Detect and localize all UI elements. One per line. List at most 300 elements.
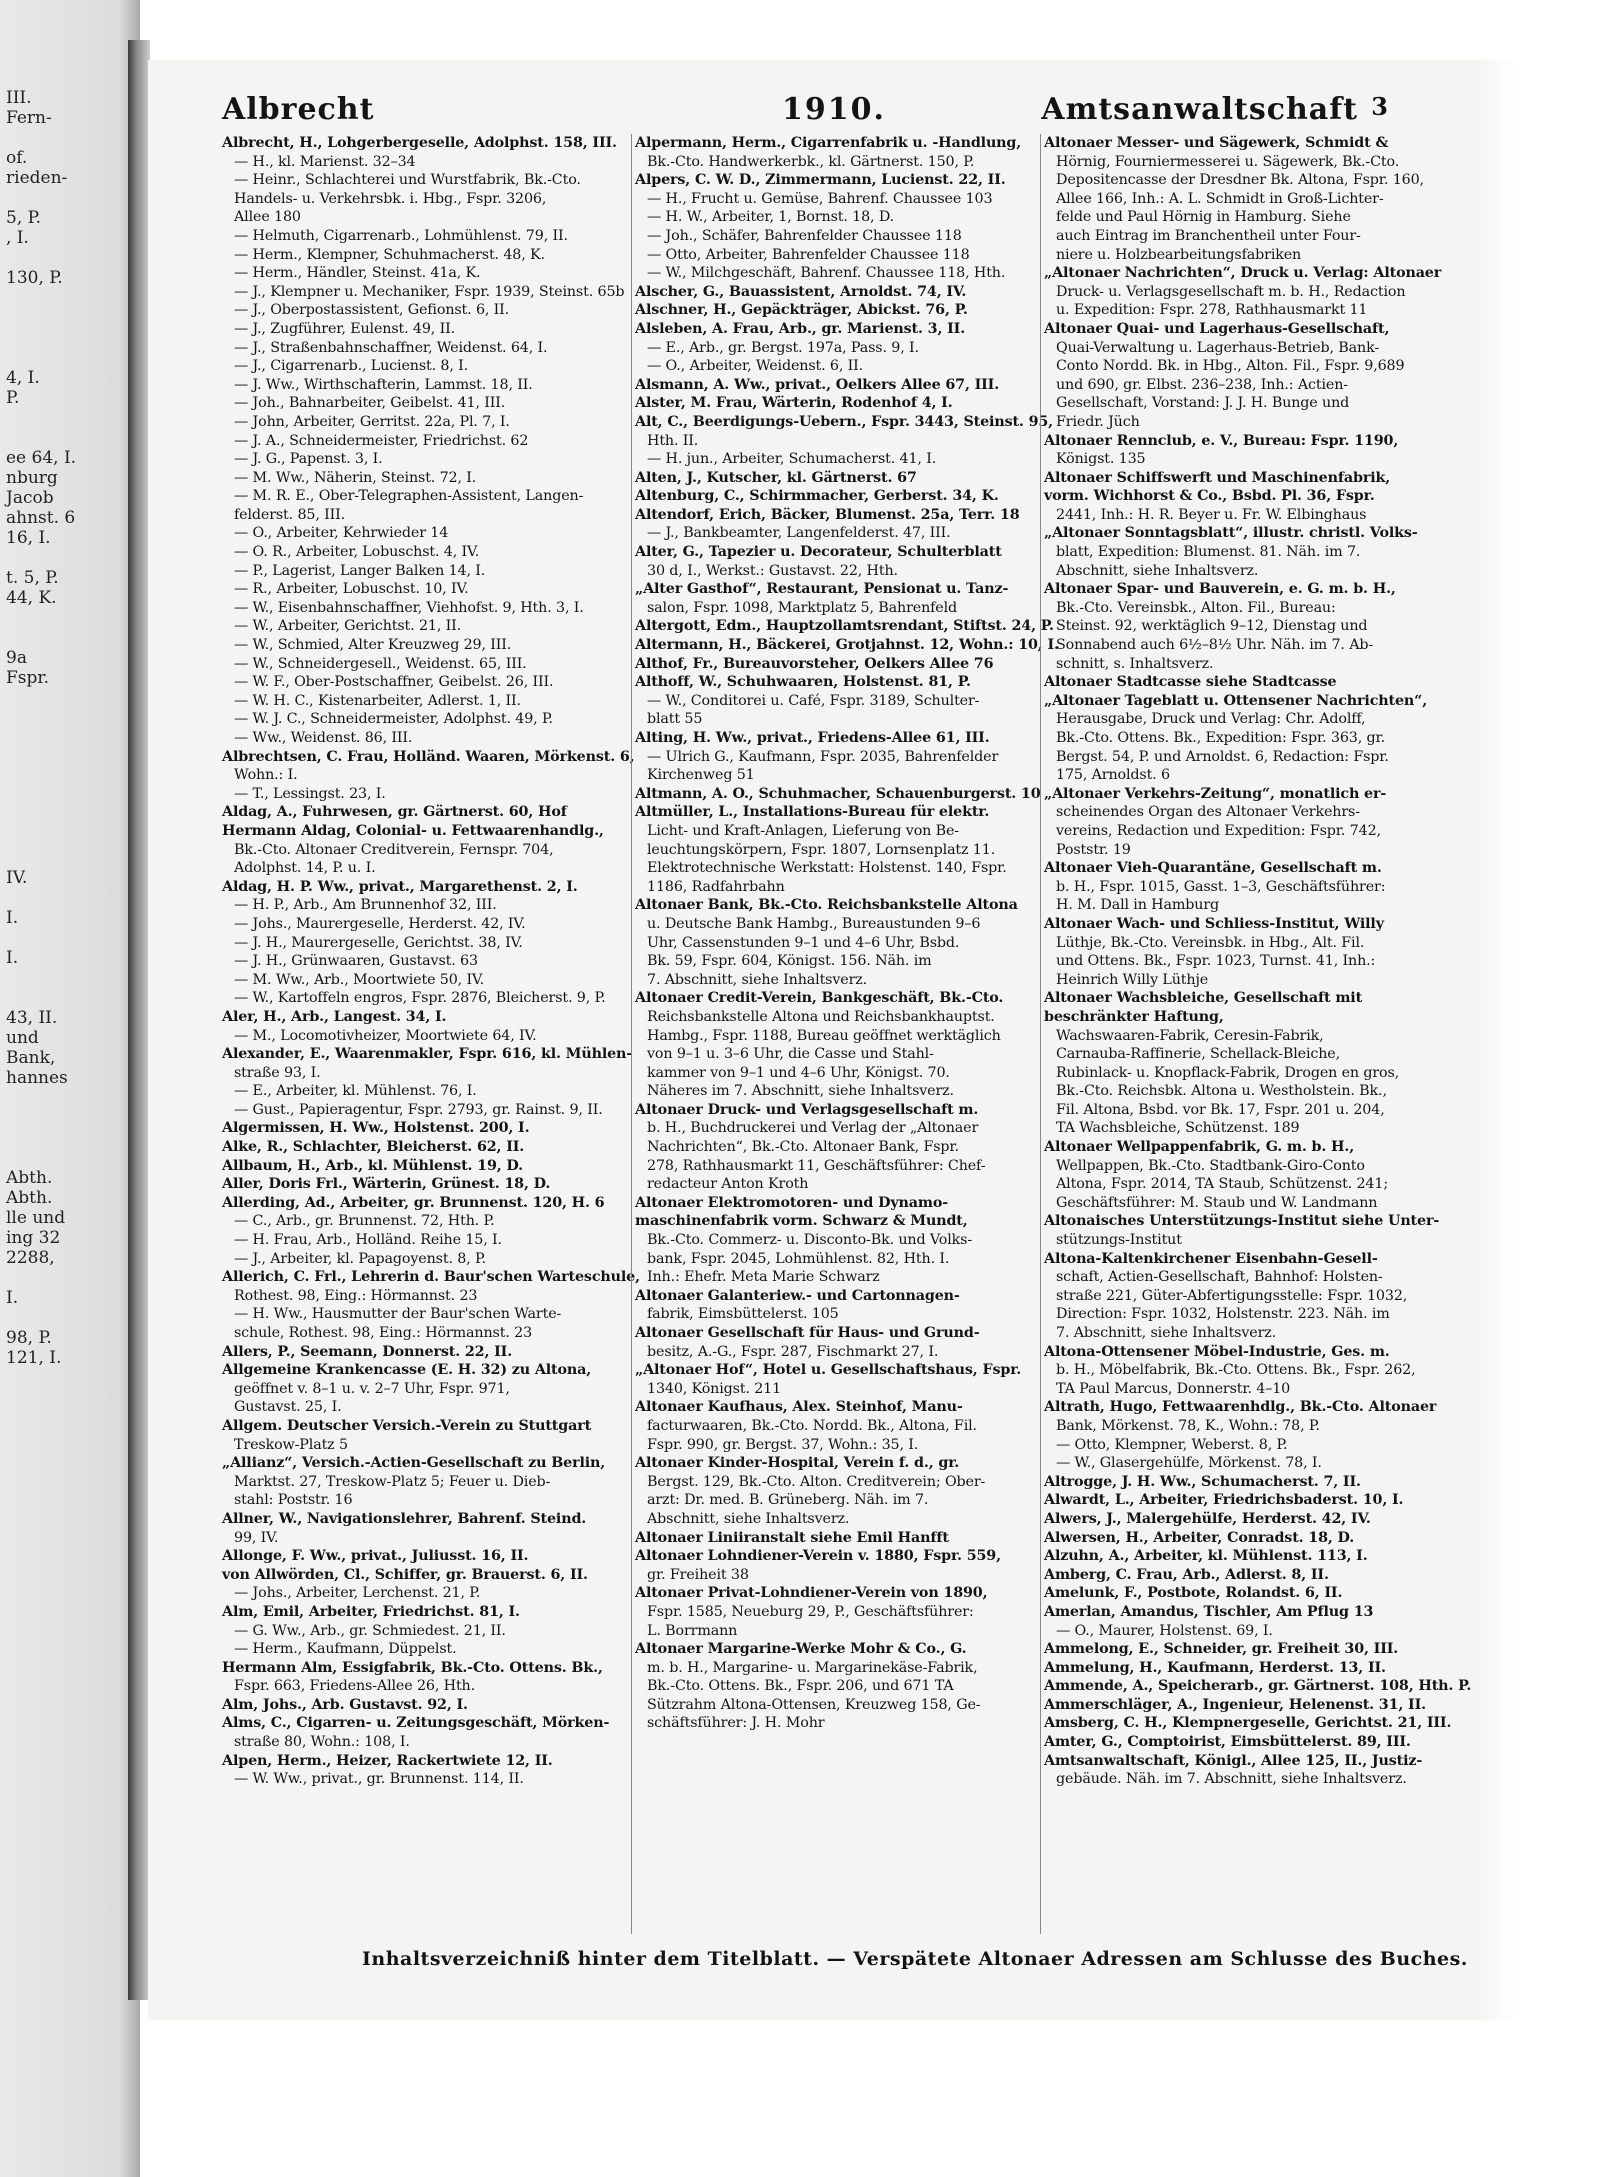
- directory-entry-line: Allee 166, Inh.: A. L. Schmidt in Groß-Lichter-: [1056, 190, 1384, 207]
- previous-page-fragment: 16, I.: [6, 528, 51, 548]
- previous-page-fragment: ing 32: [6, 1228, 61, 1248]
- directory-entry-line: Direction: Fspr. 1032, Holstenstr. 223. Näh. im: [1056, 1306, 1390, 1323]
- directory-entry-line: Bank, Mörkenst. 78, K., Wohn.: 78, P.: [1056, 1417, 1320, 1434]
- directory-entry-line: Friedr. Jüch: [1056, 413, 1140, 430]
- directory-entry-line: — Johs., Arbeiter, Lerchenst. 21, P.: [234, 1585, 481, 1602]
- previous-page-fragments: [6, 88, 128, 1588]
- directory-entry-line: Allee 180: [234, 209, 301, 226]
- directory-entry-heading: Amter, G., Comptoirist, Eimsbüttelerst. 89, III.: [1044, 1734, 1411, 1751]
- directory-entry-heading: Albrechtsen, C. Frau, Holländ. Waaren, Mörkenst. 6,: [222, 748, 635, 765]
- directory-entry-line: Inh.: Ehefr. Meta Marie Schwarz: [647, 1269, 880, 1286]
- directory-entry-heading: Alting, H. Ww., privat., Friedens-Allee 61, III.: [635, 730, 990, 746]
- directory-entry-heading: Altonaer Kinder-Hospital, Verein f. d., gr.: [635, 1455, 960, 1472]
- directory-entry-line: Nachrichten“, Bk.-Cto. Altonaer Bank, Fspr.: [647, 1139, 959, 1156]
- directory-entry-line: 7. Abschnitt, siehe Inhaltsverz.: [1056, 1325, 1277, 1341]
- directory-entry-heading: „Altonaer Hof“, Hotel u. Gesellschaftshaus, Fspr.: [635, 1362, 1022, 1379]
- directory-entry-line: facturwaaren, Bk.-Cto. Nordd. Bk., Altona, Fil.: [647, 1417, 977, 1434]
- directory-entry-heading: Alke, R., Schlachter, Bleicherst. 62, II.: [222, 1139, 525, 1156]
- directory-entry-heading: Hermann Aldag, Colonial- u. Fettwaarenhandlg.,: [222, 822, 604, 839]
- directory-entry-line: — H. P., Arb., Am Brunnenhof 32, III.: [234, 897, 497, 914]
- directory-entry-heading: vorm. Wichhorst & Co., Bsbd. Pl. 36, Fspr.: [1044, 488, 1375, 505]
- directory-entry-line: Bk. 59, Fspr. 604, Königst. 156. Näh. im: [647, 953, 932, 970]
- previous-page-fragment: [6, 748, 128, 768]
- directory-entry-line: m. b. H., Margarine- u. Margarinekäse-Fabrik,: [647, 1659, 978, 1676]
- directory-entry-line: salon, Fspr. 1098, Marktplatz 5, Bahrenfeld: [647, 599, 958, 616]
- previous-page-fragment: [6, 428, 128, 448]
- directory-entry-line: 175, Arnoldst. 6: [1056, 767, 1170, 784]
- previous-page-fragment: of.: [6, 148, 28, 168]
- directory-entry-heading: maschinenfabrik vorm. Schwarz & Mundt,: [635, 1213, 968, 1230]
- directory-entry-line: fabrik, Eimsbüttelerst. 105: [647, 1306, 839, 1323]
- directory-entry-line: 278, Rathhausmarkt 11, Geschäftsführer: Chef-: [647, 1157, 986, 1174]
- directory-entry-heading: Algermissen, H. Ww., Holstenst. 200, I.: [222, 1120, 530, 1137]
- previous-page-fragment: 130, P.: [6, 268, 63, 288]
- directory-entry-line: Bergst. 129, Bk.-Cto. Alton. Creditverein; Ober-: [647, 1473, 986, 1490]
- directory-entry-heading: Altonaer Credit-Verein, Bankgeschäft, Bk.-Cto.: [635, 990, 1004, 1007]
- previous-page-fragment: 43, II.: [6, 1008, 58, 1028]
- page-header: [222, 92, 1388, 132]
- previous-page-fragment: [6, 248, 128, 268]
- directory-entry-heading: Alten, J., Kutscher, kl. Gärtnerst. 67: [635, 469, 917, 486]
- directory-entry-heading: „Altonaer Nachrichten“, Druck u. Verlag: Altonaer: [1044, 265, 1442, 282]
- previous-page-fragment: [6, 848, 128, 868]
- directory-entry-heading: Amerlan, Amandus, Tischler, Am Pflug 13: [1044, 1603, 1374, 1620]
- directory-entry-line: Abschnitt, siehe Inhaltsverz.: [647, 1510, 850, 1527]
- directory-entry-line: Fspr. 1585, Neueburg 29, P., Geschäftsführer:: [647, 1603, 974, 1620]
- directory-entry-line: straße 93, I.: [234, 1064, 321, 1081]
- previous-page-fragment: [6, 708, 128, 728]
- previous-page-fragment: 121, I.: [6, 1348, 62, 1368]
- directory-entry-line: — J. Ww., Wirthschafterin, Lammst. 18, II.: [234, 376, 533, 393]
- directory-entry-line: Gesellschaft, Vorstand: J. J. H. Bunge und: [1056, 395, 1350, 412]
- directory-entry-heading: Ammelong, E., Schneider, gr. Freiheit 30, III.: [1044, 1641, 1399, 1658]
- directory-entry-heading: Althof, Fr., Bureauvorsteher, Oelkers Allee 76: [635, 655, 994, 672]
- directory-entry-line: Wohn.: I.: [234, 767, 298, 784]
- page-footer-note: Inhaltsverzeichniß hinter dem Titelblatt. — Verspätete Altonaer Adressen am Schlusse des Buches.: [362, 1948, 1468, 1970]
- directory-entry-line: — W. H. C., Kistenarbeiter, Adlerst. 1, II.: [234, 692, 521, 709]
- previous-page-fragment: [6, 828, 128, 848]
- directory-entry-line: — Herm., Klempner, Schuhmacherst. 48, K.: [234, 246, 545, 263]
- directory-entry-line: — Joh., Bahnarbeiter, Geibelst. 41, III.: [234, 395, 506, 412]
- directory-entry-heading: Allonge, F. Ww., privat., Juliusst. 16, II.: [222, 1548, 529, 1565]
- directory-entry-heading: Alwers, J., Malergehülfe, Herderst. 42, IV.: [1044, 1510, 1371, 1527]
- directory-entry-line: Bk.-Cto. Ottens. Bk., Fspr. 206, und 671 TA: [647, 1678, 954, 1695]
- directory-entry-line: 99, IV.: [234, 1529, 279, 1546]
- book-binding-gutter: [128, 40, 150, 2000]
- directory-entry-heading: von Allwörden, Cl., Schiffer, gr. Brauerst. 6, II.: [222, 1566, 588, 1583]
- directory-entry-heading: Altonaer Druck- und Verlagsgesellschaft m.: [635, 1101, 979, 1118]
- directory-entry-line: — E., Arbeiter, kl. Mühlenst. 76, I.: [234, 1083, 477, 1100]
- directory-entry-line: felde und Paul Hörnig in Hamburg. Siehe: [1056, 209, 1351, 226]
- directory-entry-heading: Altenburg, C., Schirmmacher, Gerberst. 34, K.: [635, 488, 999, 505]
- previous-page-fragment: 5, P.: [6, 208, 42, 228]
- directory-entry-heading: Alster, M. Frau, Wärterin, Rodenhof 4, I.: [635, 395, 953, 412]
- directory-entry-heading: Aldag, H. P. Ww., privat., Margarethenst. 2, I.: [222, 878, 578, 895]
- directory-entry-heading: „Altonaer Sonntagsblatt“, illustr. christl. Volks-: [1044, 525, 1418, 542]
- previous-page-fragment: [6, 1108, 128, 1128]
- directory-entry-line: auch Eintrag im Branchentheil unter Four-: [1056, 227, 1361, 244]
- directory-entry-line: leuchtungskörpern, Fspr. 1807, Lornsenplatz 11.: [647, 841, 996, 858]
- directory-entry-line: — Johs., Maurergeselle, Herderst. 42, IV.: [234, 915, 526, 932]
- directory-entry-heading: Altonaer Lohndiener-Verein v. 1880, Fspr. 559,: [635, 1548, 1001, 1565]
- directory-entry-line: — O., Arbeiter, Kehrwieder 14: [234, 525, 449, 542]
- directory-entry-heading: Alscher, G., Bauassistent, Arnoldst. 74, IV.: [635, 283, 967, 300]
- directory-entry-line: scheinendes Organ des Altonaer Verkehrs-: [1056, 804, 1360, 821]
- directory-entry-line: u. Deutsche Bank Hambg., Bureaustunden 9–6: [647, 915, 981, 932]
- directory-entry-line: Conto Nordd. Bk. in Hbg., Alton. Fil., Fspr. 9,689: [1056, 358, 1405, 375]
- previous-page-fragment: 44, K.: [6, 588, 57, 608]
- directory-entry-line: Adolphst. 14, P. u. I.: [234, 860, 376, 877]
- directory-entry-line: — M., Locomotivheizer, Moortwiete 64, IV.: [234, 1027, 537, 1044]
- directory-entry-line: — W., Schneidergesell., Weidenst. 65, III.: [234, 655, 527, 672]
- directory-entry-line: — W., Conditorei u. Café, Fspr. 3189, Schulter-: [647, 692, 980, 709]
- directory-entry-line: felderst. 85, III.: [234, 506, 346, 523]
- previous-page-fragment: [6, 288, 128, 308]
- directory-entry-line: — Helmuth, Cigarrenarb., Lohmühlenst. 79, II.: [234, 227, 568, 244]
- directory-entry-heading: Altonaer Galanteriew.- und Cartonnagen-: [635, 1287, 960, 1304]
- directory-entry-line: — J., Arbeiter, kl. Papagoyenst. 8, P.: [234, 1250, 486, 1267]
- directory-entry-line: — R., Arbeiter, Lobuschst. 10, IV.: [234, 581, 469, 598]
- previous-page-fragment: I.: [6, 948, 19, 968]
- directory-entry-heading: Aller, Doris Frl., Wärterin, Grünest. 18, D.: [222, 1176, 551, 1193]
- directory-entry-line: H. M. Dall in Hamburg: [1056, 897, 1220, 914]
- directory-entry-heading: Amsberg, C. H., Klempnergeselle, Gerichtst. 21, III.: [1044, 1715, 1452, 1732]
- directory-entry-line: vereins, Redaction und Expedition: Fspr. 742,: [1056, 822, 1381, 839]
- directory-entry-line: straße 80, Wohn.: 108, I.: [234, 1734, 410, 1751]
- directory-entry-line: Wellpappen, Bk.-Cto. Stadtbank-Giro-Conto: [1056, 1157, 1365, 1174]
- directory-entry-line: 1340, Königst. 211: [647, 1380, 782, 1397]
- directory-entry-line: — J., Bankbeamter, Langenfelderst. 47, III.: [647, 525, 951, 542]
- previous-page-fragment: [6, 768, 128, 788]
- directory-entry-line: Bergst. 54, P. und Arnoldst. 6, Redaction: Fspr.: [1056, 748, 1389, 765]
- directory-entry-line: — W., Glasergehülfe, Mörkenst. 78, I.: [1056, 1455, 1322, 1472]
- directory-entry-line: — W., Schmied, Alter Kreuzweg 29, III.: [234, 637, 512, 654]
- directory-entry-line: L. Borrmann: [647, 1622, 738, 1639]
- directory-entry-heading: Alm, Emil, Arbeiter, Friedrichst. 81, I.: [222, 1603, 520, 1620]
- directory-entry-line: — M. Ww., Arb., Moortwiete 50, IV.: [234, 971, 485, 988]
- directory-entry-line: Hambg., Fspr. 1188, Bureau geöffnet werktäglich: [647, 1027, 1001, 1044]
- directory-entry-heading: Alzuhn, A., Arbeiter, kl. Mühlenst. 113, I.: [1044, 1548, 1368, 1565]
- directory-entry-heading: Altonaer Kaufhaus, Alex. Steinhof, Manu-: [635, 1399, 963, 1416]
- previous-page-fragment: 4, I.: [6, 368, 40, 388]
- directory-entry-line: Rothest. 98, Eing.: Hörmannst. 23: [234, 1287, 478, 1304]
- directory-entry-line: — C., Arb., gr. Brunnenst. 72, Hth. P.: [234, 1213, 495, 1230]
- previous-page-fragment: IV.: [6, 868, 28, 888]
- directory-entry-line: blatt, Expedition: Blumenst. 81. Näh. im 7.: [1056, 544, 1361, 561]
- directory-entry-line: — E., Arb., gr. Bergst. 197a, Pass. 9, I.: [647, 339, 919, 356]
- directory-entry-line: straße 221, Güter-Abfertigungsstelle: Fspr. 1032,: [1056, 1287, 1408, 1304]
- directory-entry-line: Gustavst. 25, I.: [234, 1399, 342, 1416]
- previous-page-fragment: [6, 928, 128, 948]
- directory-entry-heading: Hermann Alm, Essigfabrik, Bk.-Cto. Ottens. Bk.,: [222, 1659, 603, 1676]
- directory-entry-line: — P., Lagerist, Langer Balken 14, I.: [234, 562, 486, 579]
- directory-entry-heading: Alsleben, A. Frau, Arb., gr. Marienst. 3, II.: [635, 320, 966, 337]
- directory-entry-heading: Alwersen, H., Arbeiter, Conradst. 18, D.: [1044, 1529, 1355, 1546]
- directory-entry-line: Hth. II.: [647, 432, 699, 449]
- directory-entry-line: — H., kl. Marienst. 32–34: [234, 153, 416, 170]
- directory-entry-line: Sonnabend auch 6½–8½ Uhr. Näh. im 7. Ab-: [1056, 637, 1374, 654]
- directory-entry-line: Licht- und Kraft-Anlagen, Lieferung von Be-: [647, 822, 959, 839]
- directory-entry-line: Quai-Verwaltung u. Lagerhaus-Betrieb, Bank-: [1056, 339, 1380, 356]
- directory-entry-heading: Ammende, A., Speicherarb., gr. Gärtnerst. 108, Hth. P.: [1044, 1678, 1472, 1695]
- previous-page-fragment: [6, 348, 128, 368]
- directory-entry-heading: Altona-Kaltenkirchener Eisenbahn-Gesell-: [1044, 1250, 1378, 1267]
- previous-page-fragment: nburg: [6, 468, 58, 488]
- previous-page-fragment: [6, 548, 128, 568]
- previous-page-fragment: ahnst. 6: [6, 508, 76, 528]
- directory-entry-line: 1186, Radfahrbahn: [647, 878, 785, 895]
- directory-entry-heading: Allerding, Ad., Arbeiter, gr. Brunnenst. 120, H. 6: [222, 1194, 605, 1211]
- previous-page-fragment: I.: [6, 1288, 19, 1308]
- directory-entry-heading: Aler, H., Arb., Langest. 34, I.: [222, 1008, 447, 1025]
- directory-entry-line: — H. W., Arbeiter, 1, Bornst. 18, D.: [647, 209, 895, 226]
- directory-entry-line: Näheres im 7. Abschnitt, siehe Inhaltsverz.: [647, 1083, 954, 1100]
- directory-entry-line: — Gust., Papieragentur, Fspr. 2793, gr. Rainst. 9, II.: [234, 1101, 603, 1118]
- header-left-keyword: Albrecht: [222, 92, 375, 127]
- previous-page-fragment: [6, 968, 128, 988]
- directory-entry-line: geöffnet v. 8–1 u. v. 2–7 Uhr, Fspr. 971,: [234, 1380, 510, 1397]
- directory-entry-line: — Herm., Kaufmann, Düppelst.: [234, 1641, 457, 1658]
- directory-entry-line: schaft, Actien-Gesellschaft, Bahnhof: Holsten-: [1056, 1269, 1383, 1286]
- directory-column-1: [222, 134, 640, 1934]
- previous-page-fragment: P.: [6, 388, 20, 408]
- directory-entry-line: Steinst. 92, werktäglich 9–12, Dienstag und: [1056, 618, 1368, 635]
- directory-entry-line: — J. G., Papenst. 3, I.: [234, 451, 383, 468]
- directory-entry-line: Bk.-Cto. Commerz- u. Disconto-Bk. und Volks-: [647, 1232, 973, 1249]
- directory-entry-line: redacteur Anton Kroth: [647, 1176, 809, 1193]
- directory-entry-line: — H., Frucht u. Gemüse, Bahrenf. Chaussee 103: [647, 190, 993, 207]
- directory-entry-heading: Amberg, C. Frau, Arb., Adlerst. 8, II.: [1044, 1566, 1329, 1583]
- directory-entry-heading: Alpers, C. W. D., Zimmermann, Lucienst. 22, II.: [635, 172, 1006, 189]
- directory-entry-line: Altona, Fspr. 2014, TA Staub, Schützenst. 241;: [1056, 1176, 1388, 1193]
- directory-entry-heading: „Alter Gasthof“, Restaurant, Pensionat u. Tanz-: [635, 581, 1009, 598]
- directory-entry-line: — John, Arbeiter, Gerritst. 22a, Pl. 7, I.: [234, 413, 510, 430]
- directory-entry-line: — J., Cigarrenarb., Lucienst. 8, I.: [234, 358, 469, 375]
- directory-entry-line: — W., Eisenbahnschaffner, Viehhofst. 9, Hth. 3, I.: [234, 599, 584, 616]
- directory-entry-line: — Herm., Händler, Steinst. 41a, K.: [234, 265, 481, 282]
- directory-entry-heading: Altrogge, J. H. Ww., Schumacherst. 7, II.: [1044, 1473, 1361, 1490]
- directory-entry-heading: Amtsanwaltschaft, Königl., Allee 125, II., Justiz-: [1044, 1752, 1423, 1769]
- directory-entry-line: — W., Milchgeschäft, Bahrenf. Chaussee 118, Hth.: [647, 265, 1006, 282]
- directory-entry-heading: Allner, W., Navigationslehrer, Bahrenf. Steind.: [222, 1510, 587, 1527]
- directory-entry-heading: Altonaer Rennclub, e. V., Bureau: Fspr. 1190,: [1044, 432, 1399, 449]
- directory-entry-heading: Amelunk, F., Postbote, Rolandst. 6, II.: [1044, 1585, 1343, 1602]
- previous-page-fragment: [6, 1148, 128, 1168]
- directory-entry-heading: Albrecht, H., Lohgerbergeselle, Adolphst. 158, III.: [222, 135, 617, 151]
- directory-entry-line: 7. Abschnitt, siehe Inhaltsverz.: [647, 971, 868, 988]
- directory-entry-line: Carnauba-Raffinerie, Schellack-Bleiche,: [1056, 1046, 1341, 1063]
- directory-entry-line: bank, Fspr. 2045, Lohmühlenst. 82, Hth. I.: [647, 1250, 950, 1267]
- directory-entry-heading: Alexander, E., Waarenmakler, Fspr. 616, kl. Mühlen-: [222, 1046, 633, 1063]
- directory-entry-line: b. H., Fspr. 1015, Gasst. 1–3, Geschäftsführer:: [1056, 878, 1386, 895]
- previous-page-fragment: [6, 1268, 128, 1288]
- directory-entry-heading: Altendorf, Erich, Bäcker, Blumenst. 25a, Terr. 18: [635, 506, 1020, 523]
- directory-entry-heading: Aldag, A., Fuhrwesen, gr. Gärtnerst. 60, Hof: [222, 804, 567, 821]
- directory-entry-line: — J. H., Grünwaaren, Gustavst. 63: [234, 953, 478, 970]
- directory-entry-heading: Altonaer Bank, Bk.-Cto. Reichsbankstelle Altona: [635, 897, 1018, 914]
- previous-page-fragment: [6, 1308, 128, 1328]
- directory-entry-heading: Altonaer Stadtcasse siehe Stadtcasse: [1044, 674, 1337, 691]
- directory-entry-line: gebäude. Näh. im 7. Abschnitt, siehe Inhaltsverz.: [1056, 1771, 1407, 1788]
- directory-entry-heading: Alpermann, Herm., Cigarrenfabrik u. -Handlung,: [635, 135, 1022, 151]
- directory-entry-line: stahl: Poststr. 16: [234, 1492, 353, 1509]
- directory-entry-line: Uhr, Cassenstunden 9–1 und 4–6 Uhr, Bsbd.: [647, 934, 960, 951]
- directory-entry-heading: „Altonaer Verkehrs-Zeitung“, monatlich er-: [1044, 785, 1387, 802]
- directory-entry-line: Herausgabe, Druck und Verlag: Chr. Adolff,: [1056, 711, 1366, 728]
- previous-page-fragment: [6, 188, 128, 208]
- directory-entry-line: kammer von 9–1 und 4–6 Uhr, Königst. 70.: [647, 1064, 950, 1081]
- directory-entry-heading: Altona-Ottensener Möbel-Industrie, Ges. m.: [1044, 1343, 1390, 1360]
- previous-page-fragment: Fspr.: [6, 668, 50, 688]
- previous-page-fragment: ee 64, I.: [6, 448, 77, 468]
- previous-page-fragment: Abth.: [6, 1168, 53, 1188]
- directory-entry-line: — J. H., Maurergeselle, Gerichtst. 38, IV.: [234, 934, 523, 951]
- directory-entry-line: Bk.-Cto. Altonaer Creditverein, Fernspr. 704,: [234, 841, 554, 858]
- directory-entry-heading: Altermann, H., Bäckerei, Grotjahnst. 12, Wohn.: 10, I.: [635, 637, 1059, 654]
- directory-entry-line: besitz, A.-G., Fspr. 287, Fischmarkt 27, I.: [647, 1343, 939, 1360]
- directory-entry-heading: Allgem. Deutscher Versich.-Verein zu Stuttgart: [222, 1417, 592, 1434]
- previous-page-fragment: und: [6, 1028, 39, 1048]
- directory-entry-line: — W., Kartoffeln engros, Fspr. 2876, Bleicherst. 9, P.: [234, 990, 606, 1007]
- header-year: 1910.: [782, 92, 886, 127]
- directory-entry-line: Abschnitt, siehe Inhaltsverz.: [1056, 562, 1259, 579]
- directory-entry-line: — J., Oberpostassistent, Gefionst. 6, II.: [234, 302, 510, 319]
- previous-page-fragment: [6, 628, 128, 648]
- directory-entry-line: gr. Freiheit 38: [647, 1566, 749, 1583]
- directory-entry-line: Depositencasse der Dresdner Bk. Altona, Fspr. 160,: [1056, 172, 1424, 189]
- directory-entry-line: — Otto, Klempner, Weberst. 8, P.: [1056, 1436, 1288, 1453]
- directory-entry-line: — Ww., Weidenst. 86, III.: [234, 730, 413, 746]
- directory-entry-heading: Allbaum, H., Arb., kl. Mühlenst. 19, D.: [222, 1157, 523, 1174]
- directory-entry-heading: Alpen, Herm., Heizer, Rackertwiete 12, II.: [222, 1752, 553, 1769]
- previous-page-fragment: Abth.: [6, 1188, 53, 1208]
- directory-entry-heading: Althoff, W., Schuhwaaren, Holstenst. 81, P.: [635, 674, 971, 691]
- directory-entry-line: — M. Ww., Näherin, Steinst. 72, I.: [234, 469, 477, 486]
- directory-entry-heading: Allerich, C. Frl., Lehrerin d. Baur'schen Warteschule,: [222, 1269, 640, 1286]
- directory-entry-line: Handels- u. Verkehrsbk. i. Hbg., Fspr. 3206,: [234, 190, 547, 207]
- previous-page-fragment: [6, 308, 128, 328]
- previous-page-fragment: Bank,: [6, 1048, 56, 1068]
- directory-entry-line: Bk.-Cto. Handwerkerbk., kl. Gärtnerst. 150, P.: [647, 153, 975, 170]
- previous-page-fragment: [6, 128, 128, 148]
- directory-entry-line: b. H., Buchdruckerei und Verlag der „Altonaer: [647, 1120, 979, 1137]
- directory-entry-heading: Altmann, A. O., Schuhmacher, Schauenburgerst. 10: [635, 785, 1041, 802]
- directory-entry-line: — Otto, Arbeiter, Bahrenfelder Chaussee 118: [647, 246, 970, 263]
- directory-entry-line: Fil. Altona, Bsbd. vor Bk. 17, Fspr. 201 u. 204,: [1056, 1101, 1385, 1118]
- directory-column-2: [631, 134, 1059, 1934]
- directory-entry-line: — O. R., Arbeiter, Lobuschst. 4, IV.: [234, 544, 480, 561]
- directory-column-3: [1040, 134, 1472, 1934]
- directory-entry-line: Wachswaaren-Fabrik, Ceresin-Fabrik,: [1056, 1027, 1324, 1044]
- previous-page-fragment: [6, 608, 128, 628]
- directory-entry-line: — Heinr., Schlachterei und Wurstfabrik, Bk.-Cto.: [234, 172, 581, 189]
- previous-page-fragment: t. 5, P.: [6, 568, 59, 588]
- directory-entry-line: 2441, Inh.: H. R. Beyer u. Fr. W. Elbinghaus: [1056, 506, 1367, 523]
- directory-entry-heading: Altonaer Spar- und Bauverein, e. G. m. b. H.,: [1044, 581, 1396, 598]
- previous-page-fragment: [6, 888, 128, 908]
- directory-entry-line: niere u. Holzbearbeitungsfabriken: [1056, 246, 1302, 263]
- directory-entry-heading: „Altonaer Tageblatt u. Ottensener Nachrichten“,: [1044, 692, 1428, 709]
- previous-page-fragment: 2288,: [6, 1248, 55, 1268]
- previous-page-fragment: [6, 1128, 128, 1148]
- directory-entry-heading: Altonaer Schiffswerft und Maschinenfabrik,: [1044, 469, 1391, 486]
- directory-entry-line: — M. R. E., Ober-Telegraphen-Assistent, Langen-: [234, 488, 584, 505]
- directory-entry-heading: Alm, Johs., Arb. Gustavst. 92, I.: [222, 1696, 468, 1713]
- previous-page-fragment: Fern-: [6, 108, 52, 128]
- previous-page-fragment: [6, 408, 128, 428]
- directory-entry-line: — H. Frau, Arb., Holländ. Reihe 15, I.: [234, 1232, 502, 1249]
- directory-entry-line: — H. jun., Arbeiter, Schumacherst. 41, I.: [647, 451, 937, 468]
- directory-entry-line: Rubinlack- u. Knopflack-Fabrik, Drogen en gros,: [1056, 1064, 1400, 1081]
- directory-entry-line: — J., Straßenbahnschaffner, Weidenst. 64, I.: [234, 339, 548, 356]
- directory-entry-line: — O., Maurer, Holstenst. 69, I.: [1056, 1622, 1273, 1639]
- directory-entry-line: — T., Lessingst. 23, I.: [234, 785, 386, 802]
- directory-entry-line: Bk.-Cto. Ottens. Bk., Expedition: Fspr. 363, gr.: [1056, 730, 1386, 746]
- previous-page-fragment: [6, 788, 128, 808]
- directory-entry-line: — J., Zugführer, Eulenst. 49, II.: [234, 320, 455, 337]
- directory-entry-heading: Ammelung, H., Kaufmann, Herderst. 13, II.: [1044, 1659, 1386, 1676]
- directory-entry-heading: Altonaer Privat-Lohndiener-Verein von 1890,: [635, 1585, 988, 1602]
- directory-entry-line: von 9–1 u. 3–6 Uhr, die Casse und Stahl-: [647, 1046, 934, 1063]
- directory-entry-line: u. Expedition: Fspr. 278, Rathhausmarkt 11: [1056, 302, 1368, 319]
- directory-entry-line: und 690, gr. Elbst. 236–238, Inh.: Actien-: [1056, 376, 1348, 393]
- directory-entry-heading: Allgemeine Krankencasse (E. H. 32) zu Altona,: [222, 1362, 592, 1379]
- previous-page-fragment: , I.: [6, 228, 29, 248]
- directory-entry-line: Poststr. 19: [1056, 841, 1131, 858]
- directory-entry-line: Hörnig, Fourniermesserei u. Sägewerk, Bk.-Cto.: [1056, 153, 1400, 170]
- directory-entry-line: blatt 55: [647, 711, 703, 728]
- previous-page-fragment: III.: [6, 88, 32, 108]
- directory-entry-line: — G. Ww., Arb., gr. Schmiedest. 21, II.: [234, 1622, 506, 1639]
- directory-entry-heading: Ammerschläger, A., Ingenieur, Helenenst. 31, II.: [1044, 1696, 1426, 1713]
- directory-entry-heading: Altonaer Wachsbleiche, Gesellschaft mit: [1044, 990, 1363, 1007]
- previous-page-fragment: rieden-: [6, 168, 68, 188]
- directory-entry-line: — J., Klempner u. Mechaniker, Fspr. 1939, Steinst. 65b: [234, 283, 625, 300]
- previous-page-fragment: [6, 988, 128, 1008]
- directory-entry-heading: Alschner, H., Gepäckträger, Abickst. 76, P.: [635, 302, 968, 319]
- directory-entry-line: Marktst. 27, Treskow-Platz 5; Feuer u. Dieb-: [234, 1473, 551, 1490]
- directory-entry-heading: Altonaer Vieh-Quarantäne, Gesellschaft m.: [1044, 860, 1382, 877]
- directory-entry-heading: Allers, P., Seemann, Donnerst. 22, II.: [222, 1343, 513, 1360]
- directory-entry-line: b. H., Möbelfabrik, Bk.-Cto. Ottens. Bk., Fspr. 262,: [1056, 1362, 1416, 1379]
- directory-entry-line: Kirchenweg 51: [647, 767, 755, 784]
- directory-entry-heading: Altonaer Wellpappenfabrik, G. m. b. H.,: [1044, 1139, 1355, 1156]
- directory-entry-line: schäftsführer: J. H. Mohr: [647, 1715, 825, 1732]
- directory-entry-line: schule, Rothest. 98, Eing.: Hörmannst. 23: [234, 1325, 533, 1341]
- directory-entry-heading: Altergott, Edm., Hauptzollamtsrendant, Stiftst. 24, P.: [635, 618, 1054, 635]
- directory-entry-line: — Ulrich G., Kaufmann, Fspr. 2035, Bahrenfelder: [647, 748, 999, 765]
- directory-entry-line: stützungs-Institut: [1056, 1232, 1182, 1249]
- directory-entry-heading: Altmüller, L., Installations-Bureau für elektr.: [635, 804, 990, 821]
- previous-page-fragment: [6, 328, 128, 348]
- directory-entry-heading: Alt, C., Beerdigungs-Uebern., Fspr. 3443, Steinst. 95,: [635, 413, 1054, 430]
- directory-entry-line: arzt: Dr. med. B. Grüneberg. Näh. im 7.: [647, 1492, 929, 1509]
- directory-entry-heading: Alms, C., Cigarren- u. Zeitungsgeschäft, Mörken-: [222, 1715, 610, 1732]
- directory-entry-heading: Altonaer Quai- und Lagerhaus-Gesellschaft,: [1044, 320, 1390, 337]
- directory-entry-line: — W. F., Ober-Postschaffner, Geibelst. 26, III.: [234, 674, 554, 691]
- directory-entry-line: 30 d, I., Werkst.: Gustavst. 22, Hth.: [647, 562, 898, 579]
- directory-entry-line: Druck- u. Verlagsgesellschaft m. b. H., Redaction: [1056, 283, 1406, 300]
- directory-entry-line: — W. Ww., privat., gr. Brunnenst. 114, II.: [234, 1771, 524, 1788]
- directory-entry-heading: Alwardt, L., Arbeiter, Friedrichsbaderst. 10, I.: [1044, 1492, 1404, 1509]
- directory-entry-heading: Altonaer Gesellschaft für Haus- und Grund-: [635, 1325, 980, 1341]
- directory-entry-line: — W. J. C., Schneidermeister, Adolphst. 49, P.: [234, 711, 553, 728]
- directory-entry-heading: Alsmann, A. Ww., privat., Oelkers Allee 67, III.: [635, 376, 1000, 393]
- directory-entry-heading: Alter, G., Tapezier u. Decorateur, Schulterblatt: [635, 544, 1002, 561]
- directory-entry-line: Heinrich Willy Lüthje: [1056, 971, 1209, 988]
- directory-entry-heading: Altrath, Hugo, Fettwaarenhdlg., Bk.-Cto. Altonaer: [1044, 1399, 1437, 1416]
- directory-entry-heading: „Allianz“, Versich.-Actien-Gesellschaft zu Berlin,: [222, 1455, 606, 1472]
